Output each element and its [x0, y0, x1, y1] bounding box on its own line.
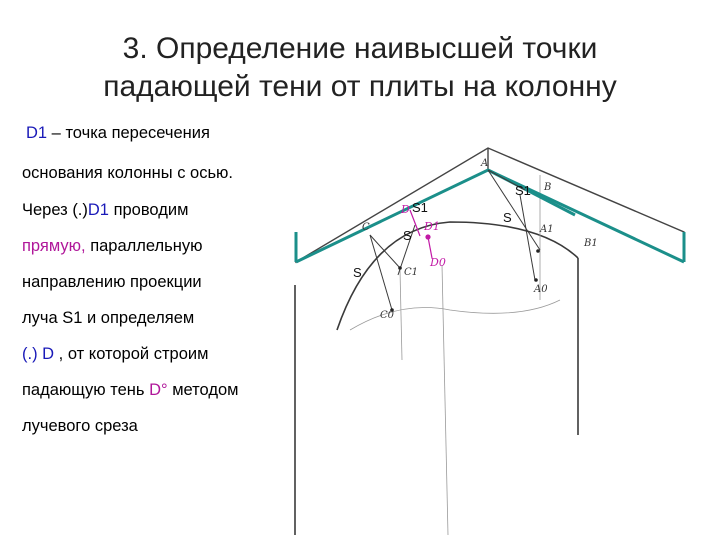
- label-a0: A0: [534, 284, 548, 295]
- text-line-7-rest: , от которой строим: [54, 345, 209, 363]
- label-a1: A1: [540, 224, 554, 235]
- title-line-2: падающей тени от плиты на колонну: [103, 70, 617, 103]
- label-c0: C0: [380, 310, 395, 321]
- text-line-1-rest: – точка пересечения: [47, 124, 210, 142]
- label-c: C: [362, 222, 370, 233]
- text-line-2: основания колонны с осью.: [22, 164, 234, 182]
- text-line-6: луча S1 и определяем: [22, 309, 195, 327]
- point-a0: [534, 278, 538, 282]
- text-line-7: [22, 345, 208, 364]
- text-line-8-post: методом: [167, 381, 239, 399]
- axis-line: [442, 265, 448, 535]
- text-line-3-pre: Через (.): [22, 201, 88, 219]
- text-line-5: направлению проекции: [22, 273, 202, 291]
- label-b1: B1: [584, 238, 598, 249]
- point-a1: [536, 249, 540, 253]
- construction-points: [390, 249, 540, 312]
- label-s1-right: S1: [515, 183, 531, 198]
- label-d1: D1: [424, 220, 440, 233]
- d1-term-2: D1: [87, 201, 109, 219]
- label-s-mid: S: [403, 228, 412, 243]
- label-d0: D0: [430, 256, 446, 269]
- slab-outline: [296, 148, 684, 262]
- text-line-8-pre: падающую тень: [22, 381, 150, 399]
- d0-term: D°: [149, 381, 168, 399]
- text-line-4-rest: параллельную: [85, 237, 203, 255]
- construction-lines: [350, 175, 560, 535]
- point-c1: [398, 266, 402, 270]
- magenta-marks: [410, 210, 432, 258]
- label-b: B: [544, 182, 552, 193]
- label-c1: C1: [404, 267, 419, 278]
- label-s1-mid: S1: [412, 200, 428, 215]
- guide-line-c: [400, 270, 402, 360]
- slab-top-outline: [296, 148, 684, 262]
- text-line-4: [22, 237, 203, 256]
- d-term: (.) D: [22, 345, 55, 363]
- shadow-construction-drawing: [290, 110, 720, 540]
- label-d: D: [401, 203, 410, 216]
- text-line-3-post: проводим: [108, 201, 189, 219]
- title-line-1: 3. Определение наивысшей точки: [122, 32, 598, 65]
- slide-title: [0, 30, 720, 106]
- label-s-left: S: [353, 265, 362, 280]
- label-a: A: [481, 158, 489, 169]
- pryamuyu-term: прямую,: [22, 237, 86, 255]
- text-line-8: [22, 381, 239, 400]
- label-s-right: S: [503, 210, 512, 225]
- magenta-stroke-2: [428, 237, 432, 258]
- text-line-9: лучевого среза: [22, 417, 138, 435]
- slab-lower-edge: [296, 170, 684, 262]
- d1-term: D1: [26, 124, 48, 142]
- text-line-1: [26, 124, 210, 143]
- ray-a-down: [520, 195, 535, 280]
- text-line-3: [22, 201, 188, 220]
